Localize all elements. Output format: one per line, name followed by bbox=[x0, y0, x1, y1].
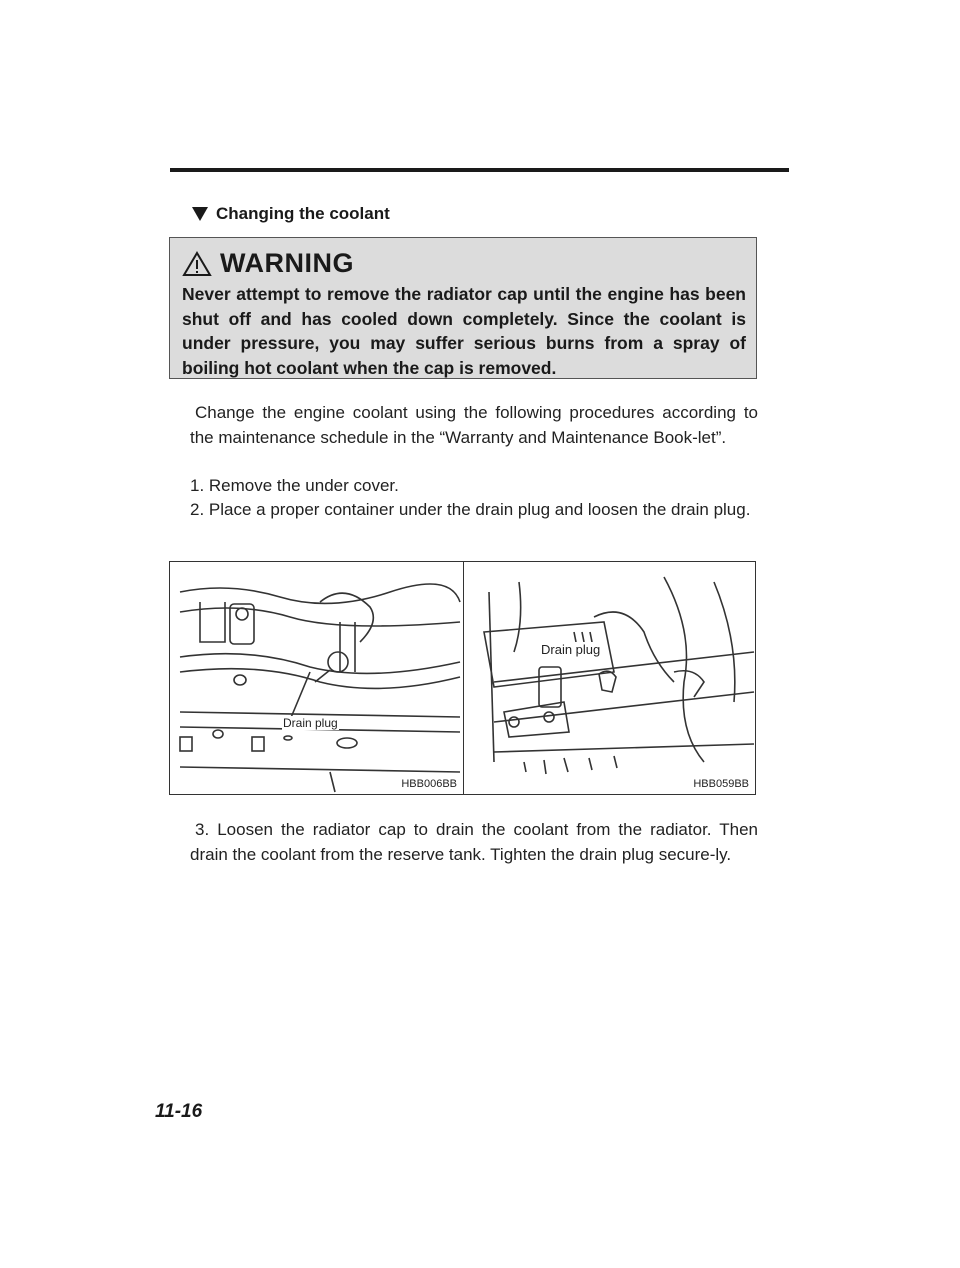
radiator-drain-illustration bbox=[464, 562, 755, 794]
down-triangle-icon bbox=[192, 207, 208, 221]
section-heading-text: Changing the coolant bbox=[216, 204, 390, 223]
left-drain-plug-label: Drain plug bbox=[283, 716, 338, 730]
engine-underside-illustration bbox=[170, 562, 463, 794]
step-3: 3. Loosen the radiator cap to drain the coolant from the radiator. Then drain the coolant from the reserve tank. Tighten the drain plug secure-ly. bbox=[190, 820, 758, 864]
figure-right-panel bbox=[464, 562, 755, 794]
warning-triangle-icon bbox=[182, 251, 212, 277]
figure-left-panel bbox=[170, 562, 463, 794]
intro-paragraph: Change the engine coolant using the following procedures according to the maintenance schedule in the “Warranty and Maintenance Book-let”. bbox=[190, 403, 758, 447]
right-figure-code: HBB059BB bbox=[693, 778, 749, 790]
right-drain-plug-label: Drain plug bbox=[541, 642, 601, 657]
section-heading bbox=[192, 204, 390, 224]
warning-text: Never attempt to remove the radiator cap until the engine has been shut off and has cooled down completely. Since the coolant is under pressure, you may suffer serious burns from a spray of boiling hot coolant when the cap is removed. bbox=[182, 284, 746, 378]
warning-title: WARNING bbox=[220, 248, 354, 278]
top-rule bbox=[170, 168, 789, 172]
left-figure-code: HBB006BB bbox=[401, 778, 457, 790]
step-1: 1. Remove the under cover. bbox=[190, 476, 399, 495]
drain-plug-figure bbox=[169, 561, 756, 795]
step-2: 2. Place a proper container under the drain plug and loosen the drain plug. bbox=[190, 500, 751, 519]
warning-header bbox=[182, 248, 354, 279]
warning-box bbox=[169, 237, 757, 379]
page-number: 11-16 bbox=[155, 1101, 203, 1122]
